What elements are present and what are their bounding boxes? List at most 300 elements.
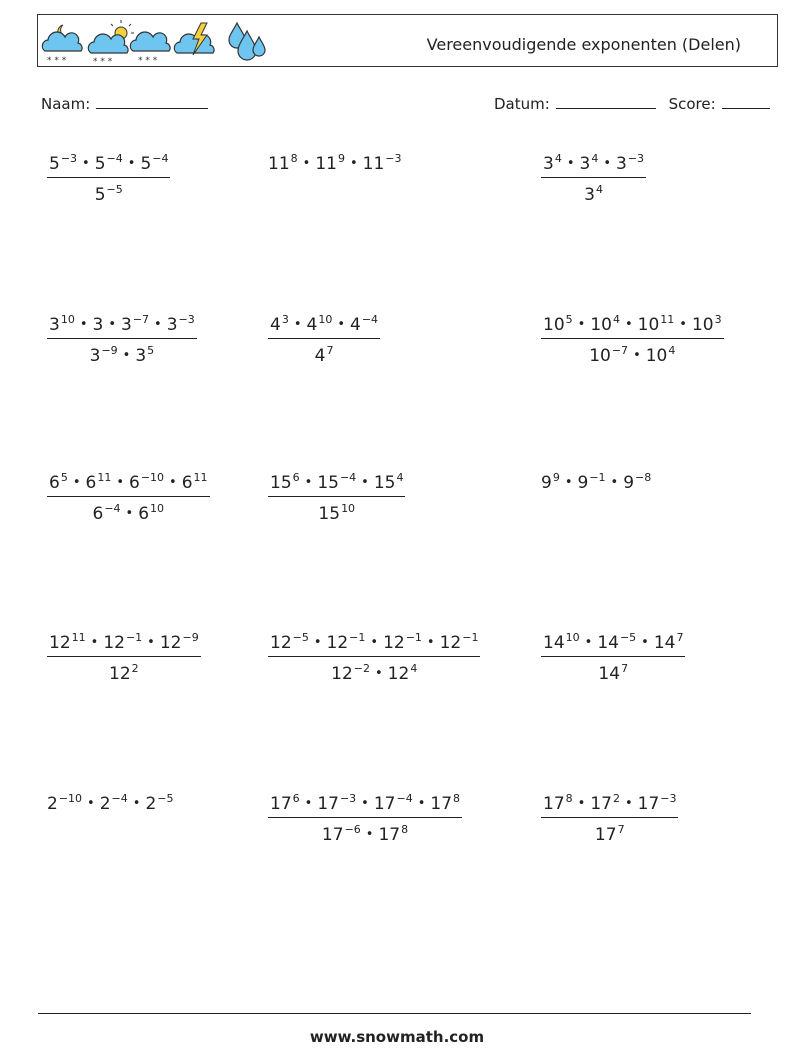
term-exponent: 3 — [714, 313, 722, 326]
term-exponent: 5 — [60, 471, 68, 484]
multiply-dot: • — [122, 348, 131, 363]
term-base: 12 — [159, 633, 182, 653]
term-base: 10 — [691, 315, 714, 335]
denominator — [329, 657, 419, 685]
term-base: 9 — [623, 473, 635, 493]
denominator — [316, 497, 357, 525]
term-base: 3 — [121, 315, 132, 335]
name-field[interactable] — [41, 94, 208, 113]
numerator — [541, 148, 646, 178]
term-base: 15 — [318, 504, 341, 524]
score-label: Score: — [668, 95, 716, 113]
svg-text:* * *: * * * — [138, 56, 158, 65]
multiply-dot: • — [365, 827, 374, 842]
term-base: 17 — [543, 794, 565, 814]
problem-item — [541, 788, 678, 846]
fraction — [47, 467, 210, 525]
term-exponent: 10 — [565, 631, 580, 644]
term-base: 6 — [92, 504, 104, 524]
power-term — [322, 825, 361, 845]
term-base: 15 — [270, 473, 292, 493]
term-exponent: 10 — [341, 502, 356, 515]
power-term — [317, 794, 356, 814]
power-term — [363, 154, 402, 174]
svg-text:* * *: * * * — [47, 56, 67, 65]
term-exponent: 5 — [565, 313, 573, 326]
term-base: 6 — [181, 473, 193, 493]
power-term — [49, 315, 75, 335]
term-base: 17 — [270, 794, 292, 814]
term-base: 12 — [49, 633, 71, 653]
power-term — [318, 504, 355, 524]
power-term — [374, 794, 413, 814]
term-base: 11 — [362, 154, 385, 174]
term-base: 14 — [598, 664, 621, 684]
date-score-fields — [494, 94, 770, 113]
power-term — [182, 473, 208, 493]
cloud-lightning-icon — [174, 23, 214, 55]
term-base: 9 — [577, 473, 589, 493]
multiply-dot: • — [108, 317, 116, 332]
multiply-dot: • — [125, 506, 134, 521]
term-exponent: 8 — [290, 152, 298, 165]
multiply-dot: • — [417, 796, 426, 811]
power-term — [49, 633, 86, 653]
cloud-snow-icon — [130, 32, 170, 65]
power-term — [595, 825, 625, 845]
power-term — [578, 473, 606, 493]
term-base: 15 — [317, 473, 339, 493]
term-exponent: −1 — [405, 631, 422, 644]
power-term — [103, 633, 142, 653]
power-term — [86, 473, 112, 493]
term-base: 3 — [543, 154, 554, 174]
power-term — [135, 346, 154, 366]
multiply-dot: • — [132, 796, 141, 811]
term-exponent: 6 — [292, 792, 300, 805]
multiply-dot: • — [361, 796, 369, 811]
multiply-dot: • — [375, 666, 383, 681]
term-exponent: −4 — [396, 792, 413, 805]
term-exponent: −2 — [353, 662, 370, 675]
term-base: 17 — [378, 825, 401, 845]
power-term — [327, 633, 366, 653]
term-base: 17 — [430, 794, 453, 814]
term-exponent: −7 — [132, 313, 150, 326]
denominator — [596, 657, 630, 685]
term-base: 5 — [94, 185, 106, 205]
power-term — [543, 154, 562, 174]
term-exponent: −4 — [104, 502, 121, 515]
multiply-dot: • — [169, 475, 177, 490]
term-exponent: 2 — [131, 662, 139, 675]
power-term — [654, 633, 684, 653]
denominator — [91, 497, 167, 525]
multiply-dot: • — [154, 317, 162, 332]
multiply-dot: • — [337, 317, 345, 332]
multiply-dot: • — [610, 475, 619, 490]
term-exponent: 3 — [281, 313, 289, 326]
term-exponent: 8 — [453, 792, 461, 805]
numerator — [541, 627, 685, 657]
term-exponent: −3 — [660, 792, 677, 805]
term-base: 2 — [47, 794, 58, 814]
term-exponent: 10 — [150, 502, 165, 515]
term-base: 11 — [268, 154, 290, 174]
problem-item — [47, 309, 197, 367]
term-exponent: −4 — [152, 152, 169, 165]
power-term — [646, 346, 676, 366]
term-exponent: −7 — [611, 344, 629, 357]
power-term — [331, 664, 370, 684]
term-exponent: 5 — [147, 344, 155, 357]
header-box — [37, 14, 778, 67]
term-exponent: 11 — [660, 313, 675, 326]
term-base: 12 — [109, 664, 131, 684]
term-exponent: 6 — [292, 471, 300, 484]
date-label: Datum: — [494, 95, 550, 113]
term-base: 12 — [387, 664, 410, 684]
problem-item — [47, 627, 201, 685]
footer-divider — [38, 1013, 751, 1014]
score-blank[interactable] — [722, 94, 770, 109]
term-base: 12 — [331, 664, 353, 684]
numerator — [268, 309, 380, 339]
multiply-dot: • — [679, 317, 687, 332]
multiply-dot: • — [370, 635, 379, 650]
term-exponent: −10 — [58, 792, 83, 805]
date-blank[interactable] — [556, 94, 656, 109]
problem-item — [541, 627, 685, 685]
numerator — [268, 788, 462, 818]
term-exponent: 9 — [337, 152, 345, 165]
term-base: 4 — [306, 315, 318, 335]
power-term — [167, 315, 195, 335]
power-term — [597, 633, 636, 653]
multiply-dot: • — [633, 348, 641, 363]
multiply-dot: • — [79, 317, 88, 332]
term-exponent: −5 — [157, 792, 174, 805]
power-term — [160, 633, 199, 653]
numerator — [541, 788, 678, 818]
power-term — [268, 154, 298, 174]
term-exponent: −1 — [462, 631, 479, 644]
term-exponent: −3 — [178, 313, 195, 326]
name-label: Naam: — [41, 95, 91, 113]
term-base: 6 — [129, 473, 140, 493]
power-term — [90, 346, 118, 366]
power-term — [543, 633, 580, 653]
multiply-dot: • — [127, 156, 136, 171]
term-base: 14 — [597, 633, 619, 653]
term-exponent: 4 — [612, 313, 620, 326]
term-base: 10 — [637, 315, 660, 335]
power-term — [388, 664, 418, 684]
term-base: 15 — [373, 473, 396, 493]
fraction — [268, 467, 405, 525]
multiply-dot: • — [116, 475, 124, 490]
term-exponent: −5 — [106, 183, 123, 196]
term-base: 17 — [590, 794, 612, 814]
term-exponent: −8 — [635, 471, 652, 484]
term-base: 3 — [584, 185, 595, 205]
term-exponent: −3 — [385, 152, 402, 165]
term-exponent: 4 — [591, 152, 599, 165]
power-term — [590, 794, 620, 814]
problem-item — [268, 148, 401, 175]
fraction — [47, 148, 170, 206]
term-base: 17 — [373, 794, 396, 814]
name-blank[interactable] — [96, 94, 208, 109]
numerator — [268, 467, 405, 497]
product-expression — [47, 794, 173, 814]
power-term — [270, 794, 300, 814]
power-term — [100, 794, 128, 814]
worksheet-title: Vereenvoudigende exponenten (Delen) — [426, 35, 741, 54]
power-term — [589, 346, 628, 366]
footer-url: www.snowmath.com — [309, 1028, 485, 1046]
term-exponent: 10 — [318, 313, 333, 326]
power-term — [638, 315, 675, 335]
problem-item — [541, 309, 724, 367]
multiply-dot: • — [302, 156, 311, 171]
term-exponent: −1 — [125, 631, 143, 644]
term-exponent: −1 — [589, 471, 606, 484]
multiply-dot: • — [304, 475, 313, 490]
power-term — [350, 315, 378, 335]
term-exponent: 7 — [617, 823, 625, 836]
denominator — [93, 178, 125, 206]
multiply-dot: • — [426, 635, 435, 650]
numerator — [47, 309, 197, 339]
fraction — [541, 788, 678, 846]
term-exponent: −4 — [339, 471, 357, 484]
term-exponent: 8 — [401, 823, 409, 836]
term-exponent: 7 — [676, 631, 684, 644]
problem-item — [47, 788, 173, 815]
multiply-dot: • — [72, 475, 81, 490]
fraction — [47, 627, 201, 685]
term-base: 4 — [270, 315, 281, 335]
term-base: 17 — [637, 794, 660, 814]
power-term — [49, 473, 68, 493]
multiply-dot: • — [87, 796, 95, 811]
term-base: 10 — [589, 346, 611, 366]
term-exponent: −9 — [182, 631, 199, 644]
power-term — [378, 825, 408, 845]
term-base: 12 — [270, 633, 292, 653]
term-exponent: 11 — [193, 471, 208, 484]
power-term — [616, 154, 644, 174]
term-base: 12 — [439, 633, 462, 653]
term-exponent: −3 — [60, 152, 78, 165]
weather-icons — [41, 19, 271, 65]
power-term — [543, 315, 573, 335]
term-base: 10 — [543, 315, 565, 335]
power-term — [47, 794, 82, 814]
problem-item — [541, 148, 646, 206]
term-exponent: 4 — [410, 662, 418, 675]
term-base: 5 — [49, 154, 60, 174]
term-base: 2 — [99, 794, 111, 814]
denominator — [582, 178, 605, 206]
term-exponent: −4 — [111, 792, 128, 805]
multiply-dot: • — [624, 796, 633, 811]
term-base: 3 — [49, 315, 60, 335]
term-base: 4 — [314, 346, 326, 366]
power-term — [95, 185, 123, 205]
power-term — [270, 633, 309, 653]
power-term — [430, 794, 460, 814]
numerator — [47, 627, 201, 657]
term-exponent: −5 — [619, 631, 637, 644]
water-drops-icon — [229, 23, 265, 60]
multiply-dot: • — [577, 796, 586, 811]
term-exponent: 7 — [326, 344, 334, 357]
term-exponent: 9 — [552, 471, 560, 484]
denominator — [107, 657, 141, 685]
multiply-dot: • — [566, 156, 575, 171]
multiply-dot: • — [603, 156, 611, 171]
numerator — [47, 467, 210, 497]
power-term — [598, 664, 628, 684]
multiply-dot: • — [349, 156, 358, 171]
term-exponent: 7 — [621, 662, 629, 675]
numerator — [268, 627, 480, 657]
denominator — [88, 339, 157, 367]
term-exponent: −1 — [349, 631, 366, 644]
term-exponent: 10 — [60, 313, 75, 326]
denominator — [313, 339, 336, 367]
power-term — [383, 633, 422, 653]
power-term — [307, 315, 333, 335]
power-term — [49, 154, 77, 174]
power-term — [109, 664, 139, 684]
term-base: 5 — [140, 154, 152, 174]
power-term — [580, 154, 599, 174]
term-base: 5 — [94, 154, 106, 174]
term-base: 14 — [543, 633, 565, 653]
multiply-dot: • — [147, 635, 155, 650]
power-term — [543, 794, 573, 814]
power-term — [315, 154, 345, 174]
cloud-moon-snow-icon — [42, 25, 82, 65]
problem-item — [541, 467, 651, 494]
power-term — [138, 504, 164, 524]
term-base: 6 — [49, 473, 60, 493]
multiply-dot: • — [564, 475, 573, 490]
problem-item — [47, 467, 210, 525]
fraction — [47, 309, 197, 367]
term-exponent: −5 — [292, 631, 309, 644]
multiply-dot: • — [90, 635, 99, 650]
term-base: 12 — [103, 633, 125, 653]
power-term — [590, 315, 620, 335]
fraction — [541, 627, 685, 685]
term-exponent: 11 — [71, 631, 86, 644]
power-term — [692, 315, 722, 335]
term-base: 6 — [138, 504, 150, 524]
multiply-dot: • — [361, 475, 369, 490]
fraction — [541, 148, 646, 206]
term-exponent: −6 — [344, 823, 361, 836]
fraction — [268, 788, 462, 846]
term-exponent: 4 — [595, 183, 603, 196]
term-exponent: 11 — [97, 471, 112, 484]
term-base: 4 — [350, 315, 361, 335]
term-exponent: 8 — [565, 792, 573, 805]
fraction — [268, 627, 480, 685]
term-base: 11 — [315, 154, 337, 174]
power-term — [93, 504, 121, 524]
multiply-dot: • — [624, 317, 633, 332]
term-exponent: −3 — [339, 792, 357, 805]
problem-item — [47, 148, 170, 206]
term-base: 12 — [326, 633, 349, 653]
term-exponent: 4 — [396, 471, 404, 484]
denominator — [320, 818, 410, 846]
multiply-dot: • — [293, 317, 302, 332]
term-base: 17 — [321, 825, 344, 845]
term-exponent: 2 — [612, 792, 620, 805]
multiply-dot: • — [577, 317, 586, 332]
term-base: 9 — [541, 473, 552, 493]
problem-item — [268, 467, 405, 525]
power-term — [638, 794, 677, 814]
power-term — [270, 315, 289, 335]
term-base: 10 — [590, 315, 612, 335]
power-term — [374, 473, 404, 493]
problem-item — [268, 788, 462, 846]
power-term — [270, 473, 300, 493]
product-expression — [268, 154, 401, 174]
multiply-dot: • — [82, 156, 90, 171]
numerator — [47, 148, 170, 178]
fraction — [268, 309, 380, 367]
term-base: 10 — [645, 346, 668, 366]
power-term — [145, 794, 173, 814]
power-term — [315, 346, 334, 366]
term-exponent: −3 — [627, 152, 645, 165]
term-base: 3 — [89, 346, 101, 366]
multiply-dot: • — [313, 635, 322, 650]
term-exponent: 4 — [668, 344, 676, 357]
power-term — [129, 473, 164, 493]
term-base: 3 — [166, 315, 178, 335]
multiply-dot: • — [584, 635, 593, 650]
power-term — [95, 154, 123, 174]
power-term — [121, 315, 149, 335]
cloud-sun-snow-icon — [88, 20, 134, 65]
term-base: 17 — [317, 794, 339, 814]
product-expression — [541, 473, 651, 493]
term-base: 2 — [145, 794, 157, 814]
term-base: 6 — [85, 473, 97, 493]
multiply-dot: • — [304, 796, 313, 811]
term-exponent: −9 — [101, 344, 118, 357]
power-term — [584, 185, 603, 205]
term-base: 14 — [653, 633, 676, 653]
fraction — [541, 309, 724, 367]
term-base: 3 — [135, 346, 147, 366]
power-term — [93, 315, 104, 335]
term-base: 3 — [92, 315, 104, 335]
term-base: 17 — [594, 825, 617, 845]
term-exponent: 4 — [554, 152, 562, 165]
numerator — [541, 309, 724, 339]
term-base: 3 — [616, 154, 627, 174]
power-term — [440, 633, 479, 653]
